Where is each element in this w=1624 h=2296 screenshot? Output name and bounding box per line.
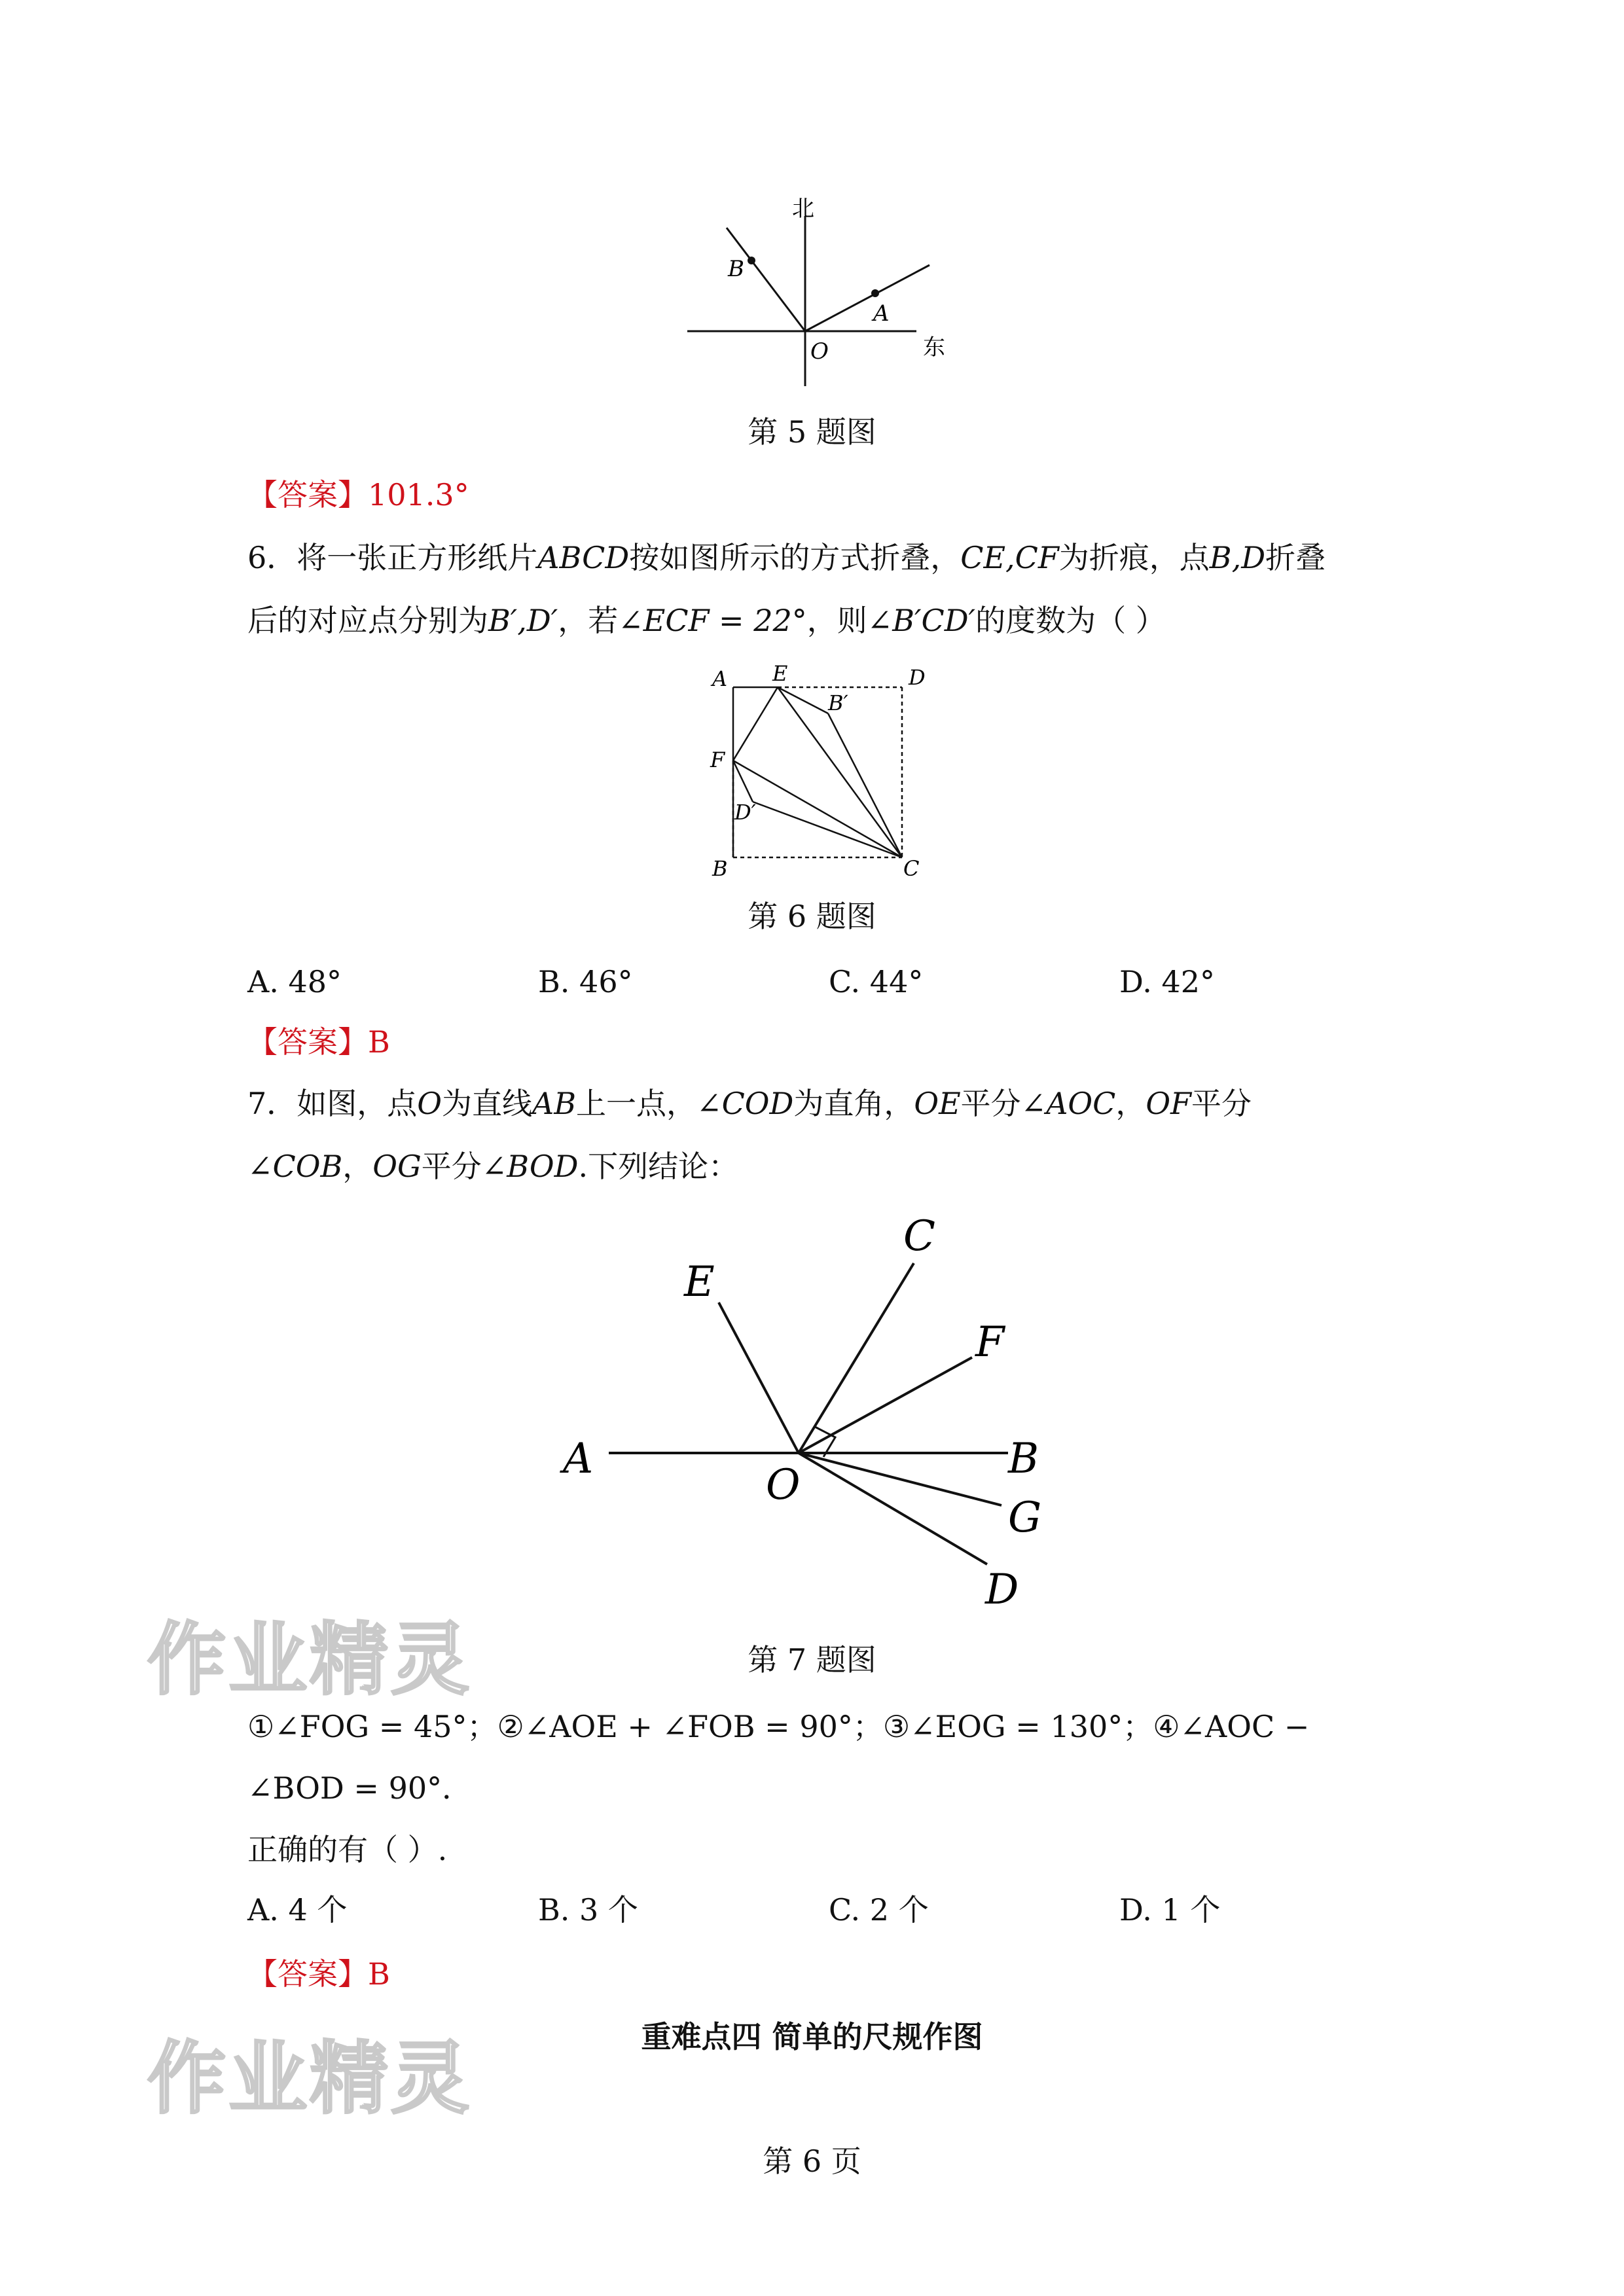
answer-5: 【答案】101.3° [247, 477, 469, 512]
section-heading: 重难点四 简单的尺规作图 [641, 2019, 983, 2054]
fig5-label-B: B [728, 256, 744, 282]
figure-7 [550, 1198, 1074, 1617]
q7-line2: ∠COB，OG平分∠BOD.下列结论： [247, 1149, 739, 1184]
q7-conditions-line2: ∠BOD = 90°． [247, 1770, 473, 1806]
fig6-label-D: D [909, 665, 926, 690]
fig6-label-E: E [772, 661, 788, 686]
q6-option-b[interactable]: B. 46° [538, 964, 633, 999]
fig7-label-A: A [563, 1435, 594, 1483]
q7-question: 正确的有（ ）. [247, 1832, 448, 1867]
q7-conditions-line1: ①∠FOG = 45°；②∠AOE + ∠FOB = 90°；③∠EOG = 130°；④∠AOC − [247, 1709, 1310, 1744]
figure-6 [694, 655, 929, 890]
fig5-label-north: 北 [792, 196, 814, 222]
fig6-label-F: F [710, 747, 725, 772]
fig7-label-O: O [766, 1461, 801, 1509]
watermark-top: 作业精灵 [147, 1615, 472, 1706]
fig7-label-E: E [684, 1258, 715, 1306]
figure-5 [655, 183, 969, 399]
fig5-caption: 第 5 题图 [748, 414, 876, 450]
q7-option-d[interactable]: D. 1 个 [1119, 1892, 1221, 1928]
q6-option-c[interactable]: C. 44° [829, 964, 924, 999]
fig7-label-C: C [903, 1212, 935, 1261]
page-number: 第 6 页 [763, 2144, 861, 2179]
fig6-label-A: A [712, 666, 728, 691]
fig7-label-G: G [1008, 1494, 1042, 1542]
fig6-caption: 第 6 题图 [748, 899, 876, 934]
fig7-label-B: B [1008, 1435, 1039, 1483]
fig5-label-A: A [873, 300, 890, 327]
q6-line1: 6．将一张正方形纸片ABCD按如图所示的方式折叠，CE,CF为折痕，点B,D折叠 [247, 540, 1326, 575]
q7-line1: 7．如图，点O为直线AB上一点，∠COD为直角，OE平分∠AOC，OF平分 [247, 1086, 1252, 1121]
fig7-caption: 第 7 题图 [748, 1642, 876, 1677]
fig6-label-C: C [903, 856, 920, 881]
q6-option-d[interactable]: D. 42° [1119, 964, 1216, 999]
fig5-label-east: 东 [923, 334, 945, 361]
fig7-label-D: D [985, 1566, 1019, 1614]
answer-6: 【答案】B [247, 1024, 390, 1060]
fig6-label-Dprime: D′ [734, 800, 756, 825]
answer-7: 【答案】B [247, 1956, 390, 1992]
q6-option-a[interactable]: A. 48° [247, 964, 342, 999]
fig6-label-B: B [712, 856, 728, 881]
watermark-bottom: 作业精灵 [147, 2034, 472, 2125]
fig6-label-Bprime: B′ [828, 691, 848, 715]
fig5-label-O: O [810, 338, 829, 365]
q7-option-b[interactable]: B. 3 个 [538, 1892, 638, 1928]
q7-option-a[interactable]: A. 4 个 [247, 1892, 348, 1928]
q6-line2: 后的对应点分别为B′,D′，若∠ECF = 22°，则∠B′CD′的度数为（ ） [247, 603, 1166, 638]
q7-option-c[interactable]: C. 2 个 [829, 1892, 929, 1928]
fig7-label-F: F [975, 1318, 1005, 1367]
